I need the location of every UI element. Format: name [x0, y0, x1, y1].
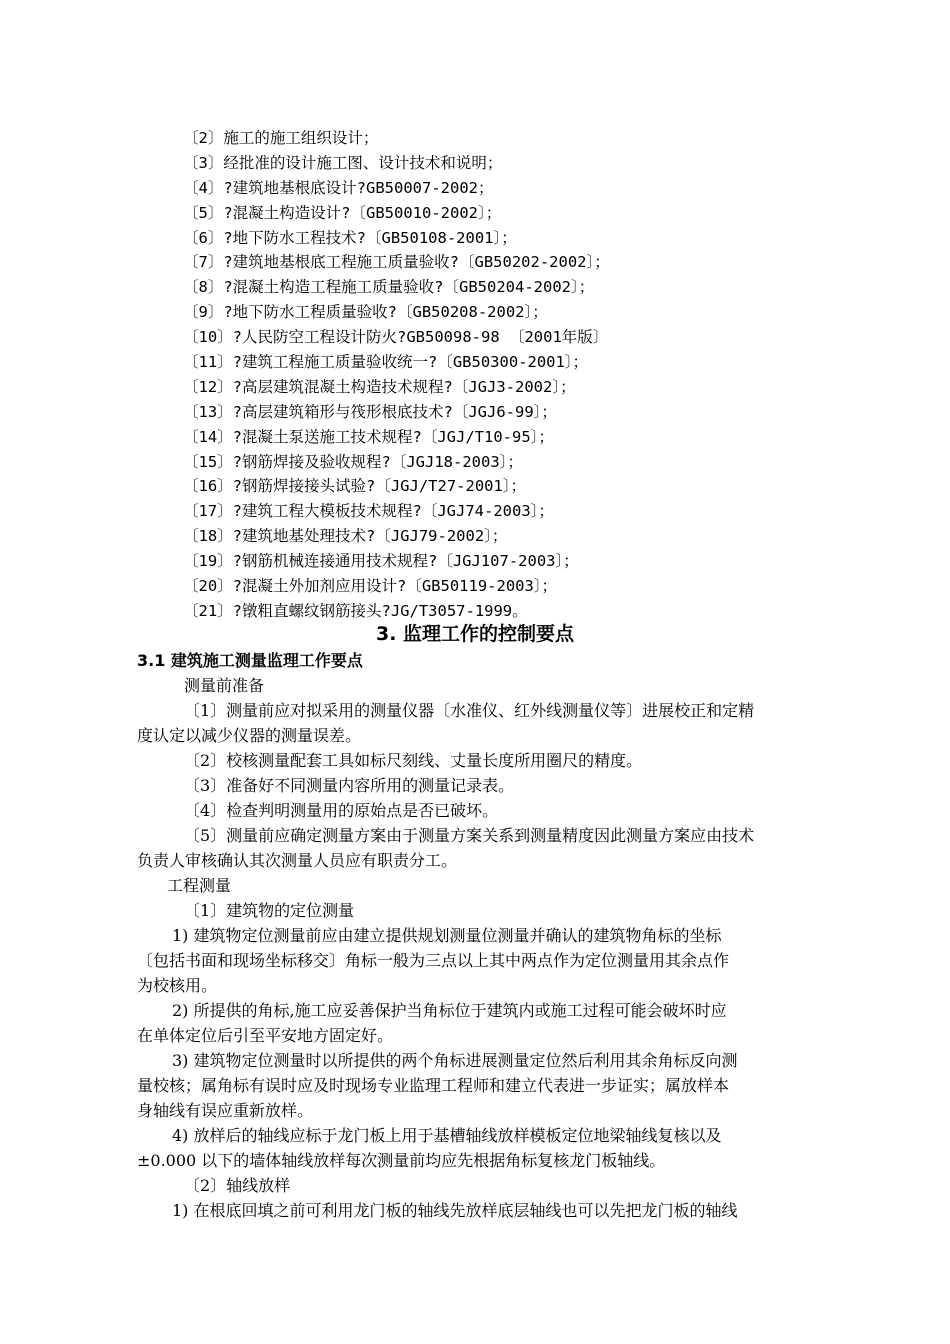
reference-item: 〔10〕?人民防空工程设计防火?GB50098-98 〔2001年版〕	[183, 328, 609, 347]
paragraph-line: 〔5〕测量前应确定测量方案由于测量方案关系到测量精度因此测量方案应由技术	[184, 826, 755, 845]
reference-item: 〔20〕?混凝土外加剂应用设计?〔GB50119-2003〕；	[183, 577, 558, 596]
paragraph-line: 3) 建筑物定位测量时以所提供的两个角标进展测量定位然后利用其余角标反向测	[172, 1051, 738, 1070]
reference-item: 〔5〕?混凝土构造设计?〔GB50010-2002〕；	[183, 203, 502, 222]
reference-item: 〔11〕?建筑工程施工质量验收统一?〔GB50300-2001〕；	[183, 353, 589, 372]
paragraph-line: 负责人审核确认其次测量人员应有职责分工。	[137, 851, 458, 870]
paragraph-line: 〔2〕轴线放样	[184, 1176, 291, 1195]
paragraph-line: 在单体定位后引至平安地方固定好。	[137, 1026, 394, 1045]
paragraph-line: 4) 放样后的轴线应标于龙门板上用于基槽轴线放样模板定位地梁轴线复核以及	[172, 1126, 722, 1145]
reference-item: 〔2〕施工的施工组织设计；	[183, 129, 379, 147]
section-title: 3. 监理工作的控制要点	[375, 623, 575, 645]
subsection-title: 3.1 建筑施工测量监理工作要点	[137, 651, 363, 670]
paragraph-line: 量校核；属角标有误时应及时现场专业监理工程师和建立代表进一步证实；属放样本	[137, 1076, 730, 1095]
reference-item: 〔6〕?地下防水工程技术?〔GB50108-2001〕；	[183, 228, 517, 247]
reference-list	[183, 126, 903, 624]
reference-item: 〔3〕经批准的设计施工图、设计技术和说明；	[183, 153, 503, 172]
engineering-survey-heading: 工程测量	[167, 876, 232, 895]
paragraph-line: 〔包括书面和现场坐标移交〕角标一般为三点以上其中两点作为定位测量用其余点作	[137, 951, 730, 970]
reference-item: 〔12〕?高层建筑混凝土构造技术规程?〔JGJ3-2002〕；	[183, 377, 576, 396]
reference-item: 〔15〕?钢筋焊接及验收规程?〔JGJ18-2003〕；	[183, 452, 523, 471]
paragraph-line: 1) 在根底回填之前可利用龙门板的轴线先放样底层轴线也可以先把龙门板的轴线	[172, 1201, 738, 1220]
paragraph-line: 〔3〕准备好不同测量内容所用的测量记录表。	[184, 776, 515, 795]
reference-item: 〔21〕?镦粗直螺纹钢筋接头?JG/T3057-1999。	[183, 601, 528, 620]
paragraph-line: 1) 建筑物定位测量前应由建立提供规划测量位测量并确认的建筑物角标的坐标	[172, 926, 722, 945]
reference-item: 〔7〕?建筑地基根底工程施工质量验收?〔GB50202-2002〕；	[183, 253, 610, 272]
reference-item: 〔8〕?混凝土构造工程施工质量验收?〔GB50204-2002〕；	[183, 278, 595, 297]
reference-item: 〔4〕?建筑地基根底设计?GB50007-2002；	[183, 178, 494, 197]
reference-item: 〔19〕?钢筋机械连接通用技术规程?〔JGJ107-2003〕；	[183, 552, 579, 571]
paragraph-line: 度认定以减少仪器的测量误差。	[137, 726, 362, 745]
reference-item: 〔16〕?钢筋焊接接头试验?〔JGJ/T27-2001〕；	[183, 477, 527, 496]
reference-item: 〔9〕?地下防水工程质量验收?〔GB50208-2002〕；	[183, 303, 548, 322]
paragraph-line: 身轴线有误应重新放样。	[137, 1101, 314, 1120]
paragraph-line: 〔1〕建筑物的定位测量	[184, 901, 355, 920]
paragraph-line: ±0.000 以下的墙体轴线放样每次测量前均应先根据角标复核龙门板轴线。	[137, 1151, 666, 1170]
paragraph-line: 2) 所提供的角标,施工应妥善保护当角标位于建筑内或施工过程可能会破坏时应	[172, 1001, 727, 1020]
paragraph-line: 为校核用。	[137, 976, 218, 995]
paragraph-line: 〔2〕校核测量配套工具如标尺刻线、丈量长度所用圈尺的精度。	[184, 751, 643, 770]
prep-heading: 测量前准备	[184, 676, 265, 695]
reference-item: 〔13〕?高层建筑箱形与筏形根底技术?〔JGJ6-99〕；	[183, 402, 557, 421]
reference-item: 〔18〕?建筑地基处理技术?〔JGJ79-2002〕；	[183, 527, 508, 546]
reference-item: 〔14〕?混凝土泵送施工技术规程?〔JGJ/T10-95〕；	[183, 427, 554, 446]
paragraph-line: 〔4〕检查判明测量用的原始点是否已破坏。	[184, 801, 499, 820]
section-body	[137, 648, 855, 1223]
reference-item: 〔17〕?建筑工程大模板技术规程?〔JGJ74-2003〕；	[183, 502, 554, 521]
paragraph-line: 〔1〕测量前应对拟采用的测量仪器〔水准仪、红外线测量仪等〕进展校正和定精	[184, 701, 755, 720]
